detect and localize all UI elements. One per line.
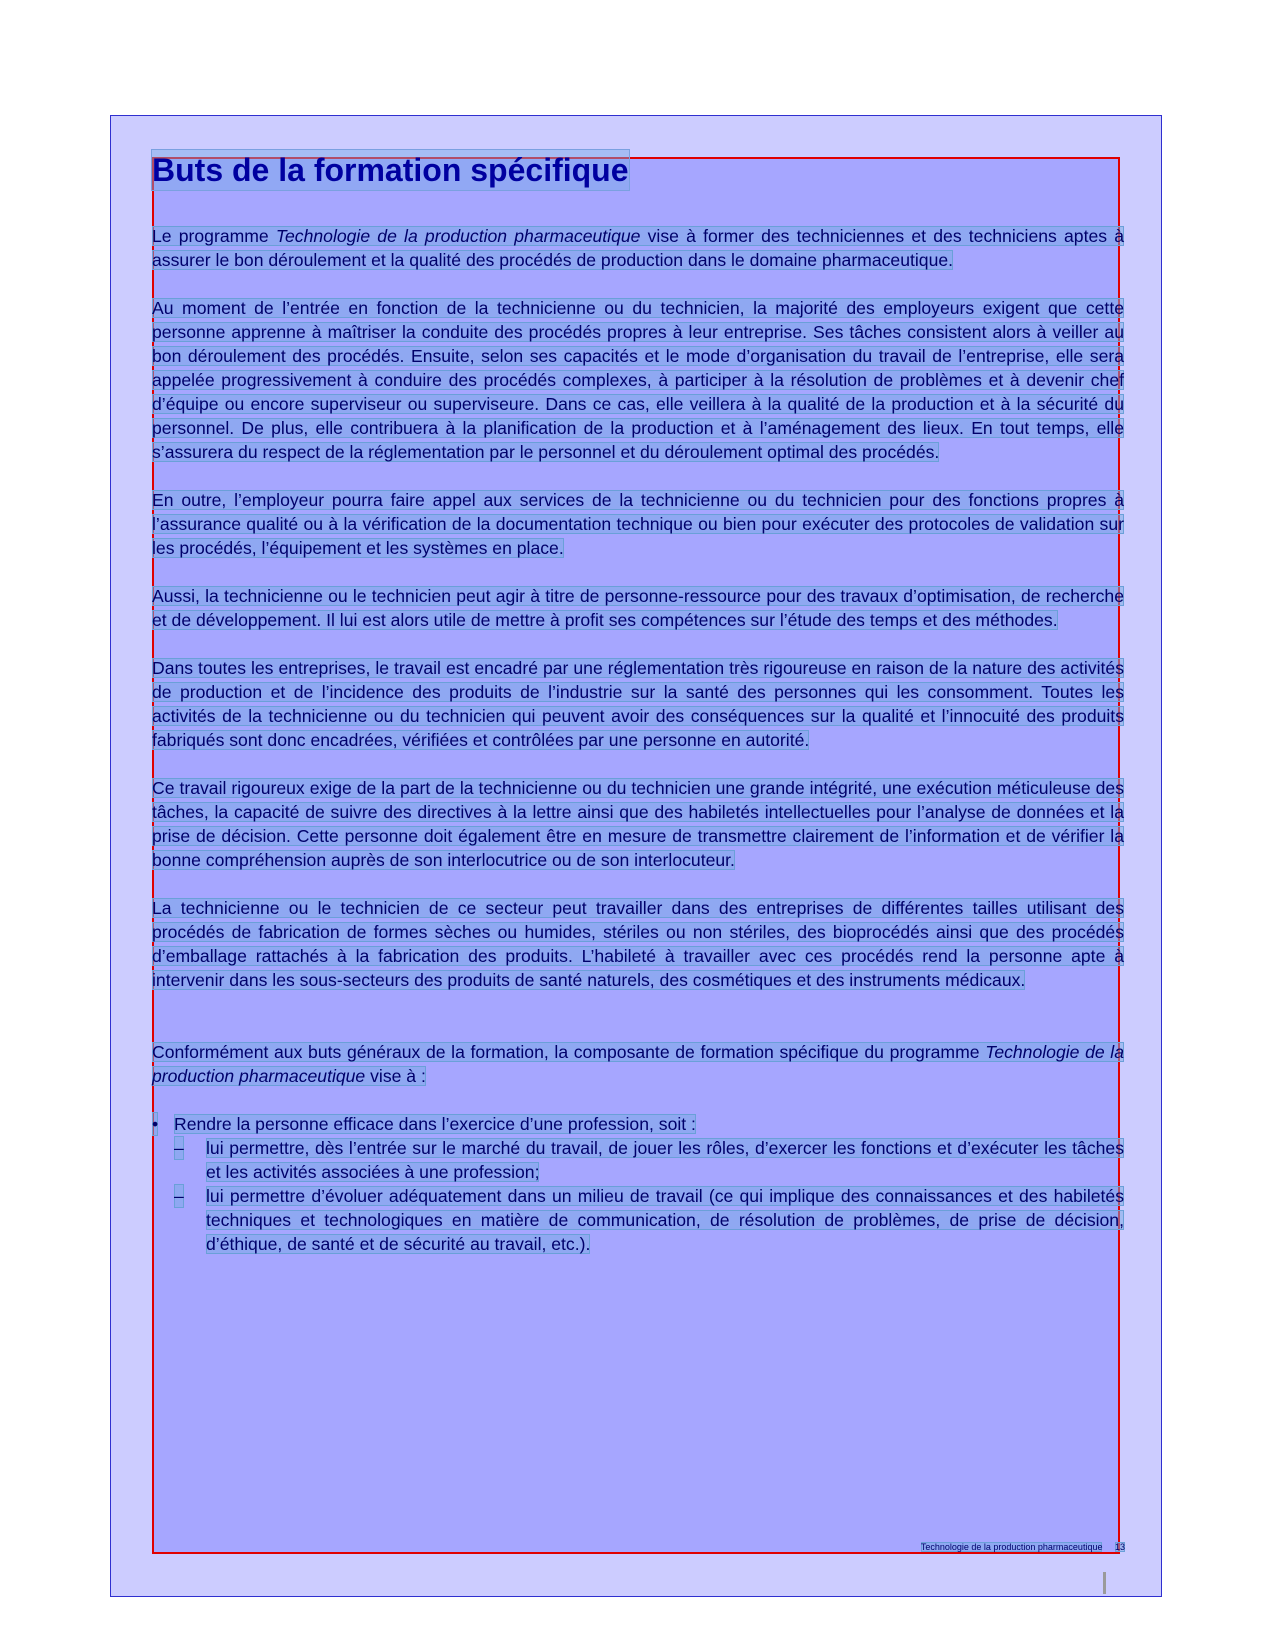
paragraph-3-text: En outre, l’employeur pourra faire appel aux services de la technicienne ou du technicien pour des fonctions propres à l’assurance qualité ou à la vérification de la documentation technique ou bien pour exécuter des protocoles de validation sur les procédés, l’équipement et les systèmes en place. (152, 490, 1124, 558)
paragraph-7-text: La technicienne ou le technicien de ce secteur peut travailler dans des entreprises de différentes tailles utilisant des procédés de fabrication de formes sèches ou humides, stériles ou non stériles, des bioprocédés ainsi que des procédés d’emballage rattachés à la fabrication des produits. L’habileté à travailler avec ces procédés rend la personne apte à intervenir dans les sous-secteurs des produits de santé naturels, des cosmétiques et des instruments médicaux. (152, 898, 1124, 990)
conformity-program-italic: Technologie de la production pharmaceutique (152, 1042, 1124, 1086)
dash-item-1 (152, 1136, 1124, 1184)
paragraph-4-text: Aussi, la technicienne ou le technicien peut agir à titre de personne-ressource pour des travaux d’optimisation, de recherche et de développement. Il lui est alors utile de mettre à profit ses compétences sur l’étude des temps et des méthodes. (152, 586, 1124, 630)
bullet-item (152, 1112, 1124, 1136)
paragraph-5-text: Dans toutes les entreprises, le travail est encadré par une réglementation très rigoureuse en raison de la nature des activités de production et de l’incidence des produits de l’industrie sur la santé des personnes qui les consomment. Toutes les activités de la technicienne ou du technicien qui peuvent avoir des conséquences sur la qualité et l’innocuité des produits fabriqués sont donc encadrées, vérifiées et contrôlées par une personne en autorité. (152, 658, 1124, 750)
paragraph-intro (152, 224, 1124, 272)
paragraph-intro-text (152, 226, 1124, 270)
paragraph-7 (152, 896, 1124, 992)
dash-item-2 (152, 1184, 1124, 1256)
paragraph-2 (152, 296, 1124, 464)
text-cursor-mark (1103, 1572, 1106, 1594)
paragraph-5 (152, 656, 1124, 752)
paragraph-3 (152, 488, 1124, 560)
paragraph-2-text: Au moment de l’entrée en fonction de la technicienne ou du technicien, la majorité des employeurs exigent que cette personne apprenne à maîtriser la conduite des procédés propres à leur entreprise. Ses tâches consistent alors à veiller au bon déroulement des procédés. Ensuite, selon ses capacités et le mode d’organisation du travail de l’entreprise, elle sera appelée progressivement à conduire des procédés complexes, à participer à la résolution de problèmes et à devenir chef d’équipe ou encore superviseur ou superviseure. Dans ce cas, elle veillera à la qualité de la production et à la sécurité du personnel. De plus, elle contribuera à la planification de la production et à l’aménagement des lieux. En tout temps, elle s’assurera du respect de la réglementation par le personnel et du déroulement optimal des procédés. (152, 298, 1124, 462)
paragraph-4 (152, 584, 1124, 632)
paragraph-conformity (152, 1040, 1124, 1088)
paragraph-6 (152, 776, 1124, 872)
paragraph-6-text: Ce travail rigoureux exige de la part de la technicienne ou du technicien une grande intégrité, une exécution méticuleuse des tâches, la capacité de suivre des directives à la lettre ainsi que des habiletés intellectuelles pour l’analyse de données et la prise de décision. Cette personne doit également être en mesure de transmettre clairement de l’information et de vérifier la bonne compréhension auprès de son interlocutrice ou de son interlocuteur. (152, 778, 1124, 870)
document-body (152, 224, 1124, 1256)
page-number: 13 (1114, 1542, 1125, 1552)
conformity-after: vise à : (365, 1066, 426, 1086)
dash-item-2-text: lui permettre d’évoluer adéquatement dans un milieu de travail (ce qui implique des connaissances et des habiletés techniques et technologiques en matière de communication, de résolution de problèmes, de prise de décision, d’éthique, de santé et de sécurité au travail, etc.). (206, 1186, 1124, 1254)
intro-before: Le programme (152, 226, 276, 246)
footer-title: Technologie de la production pharmaceutique (920, 1542, 1103, 1552)
dash-mark: – (174, 1138, 184, 1158)
program-title-italic: Technologie de la production pharmaceutique (275, 226, 641, 246)
page-title: Buts de la formation spécifique (152, 152, 629, 188)
bullet-text: Rendre la personne efficace dans l’exercice d’une profession, soit : (174, 1114, 696, 1134)
dash-mark: – (174, 1186, 184, 1206)
dash-item-1-text: lui permettre, dès l’entrée sur le marché du travail, de jouer les rôles, d’exercer les fonctions et d’exécuter les tâches et les activités associées à une profession; (206, 1138, 1124, 1182)
conformity-before: Conformément aux buts généraux de la formation, la composante de formation spécifique du programme (152, 1042, 986, 1062)
bullet-mark: • (152, 1114, 159, 1134)
paragraph-conformity-text (152, 1042, 1124, 1086)
page-footer (843, 1542, 1125, 1552)
intro-after: vise à former des techniciennes et des techniciens aptes à assurer le bon déroulement et la qualité des procédés de production dans le domaine pharmaceutique. (152, 226, 1124, 270)
